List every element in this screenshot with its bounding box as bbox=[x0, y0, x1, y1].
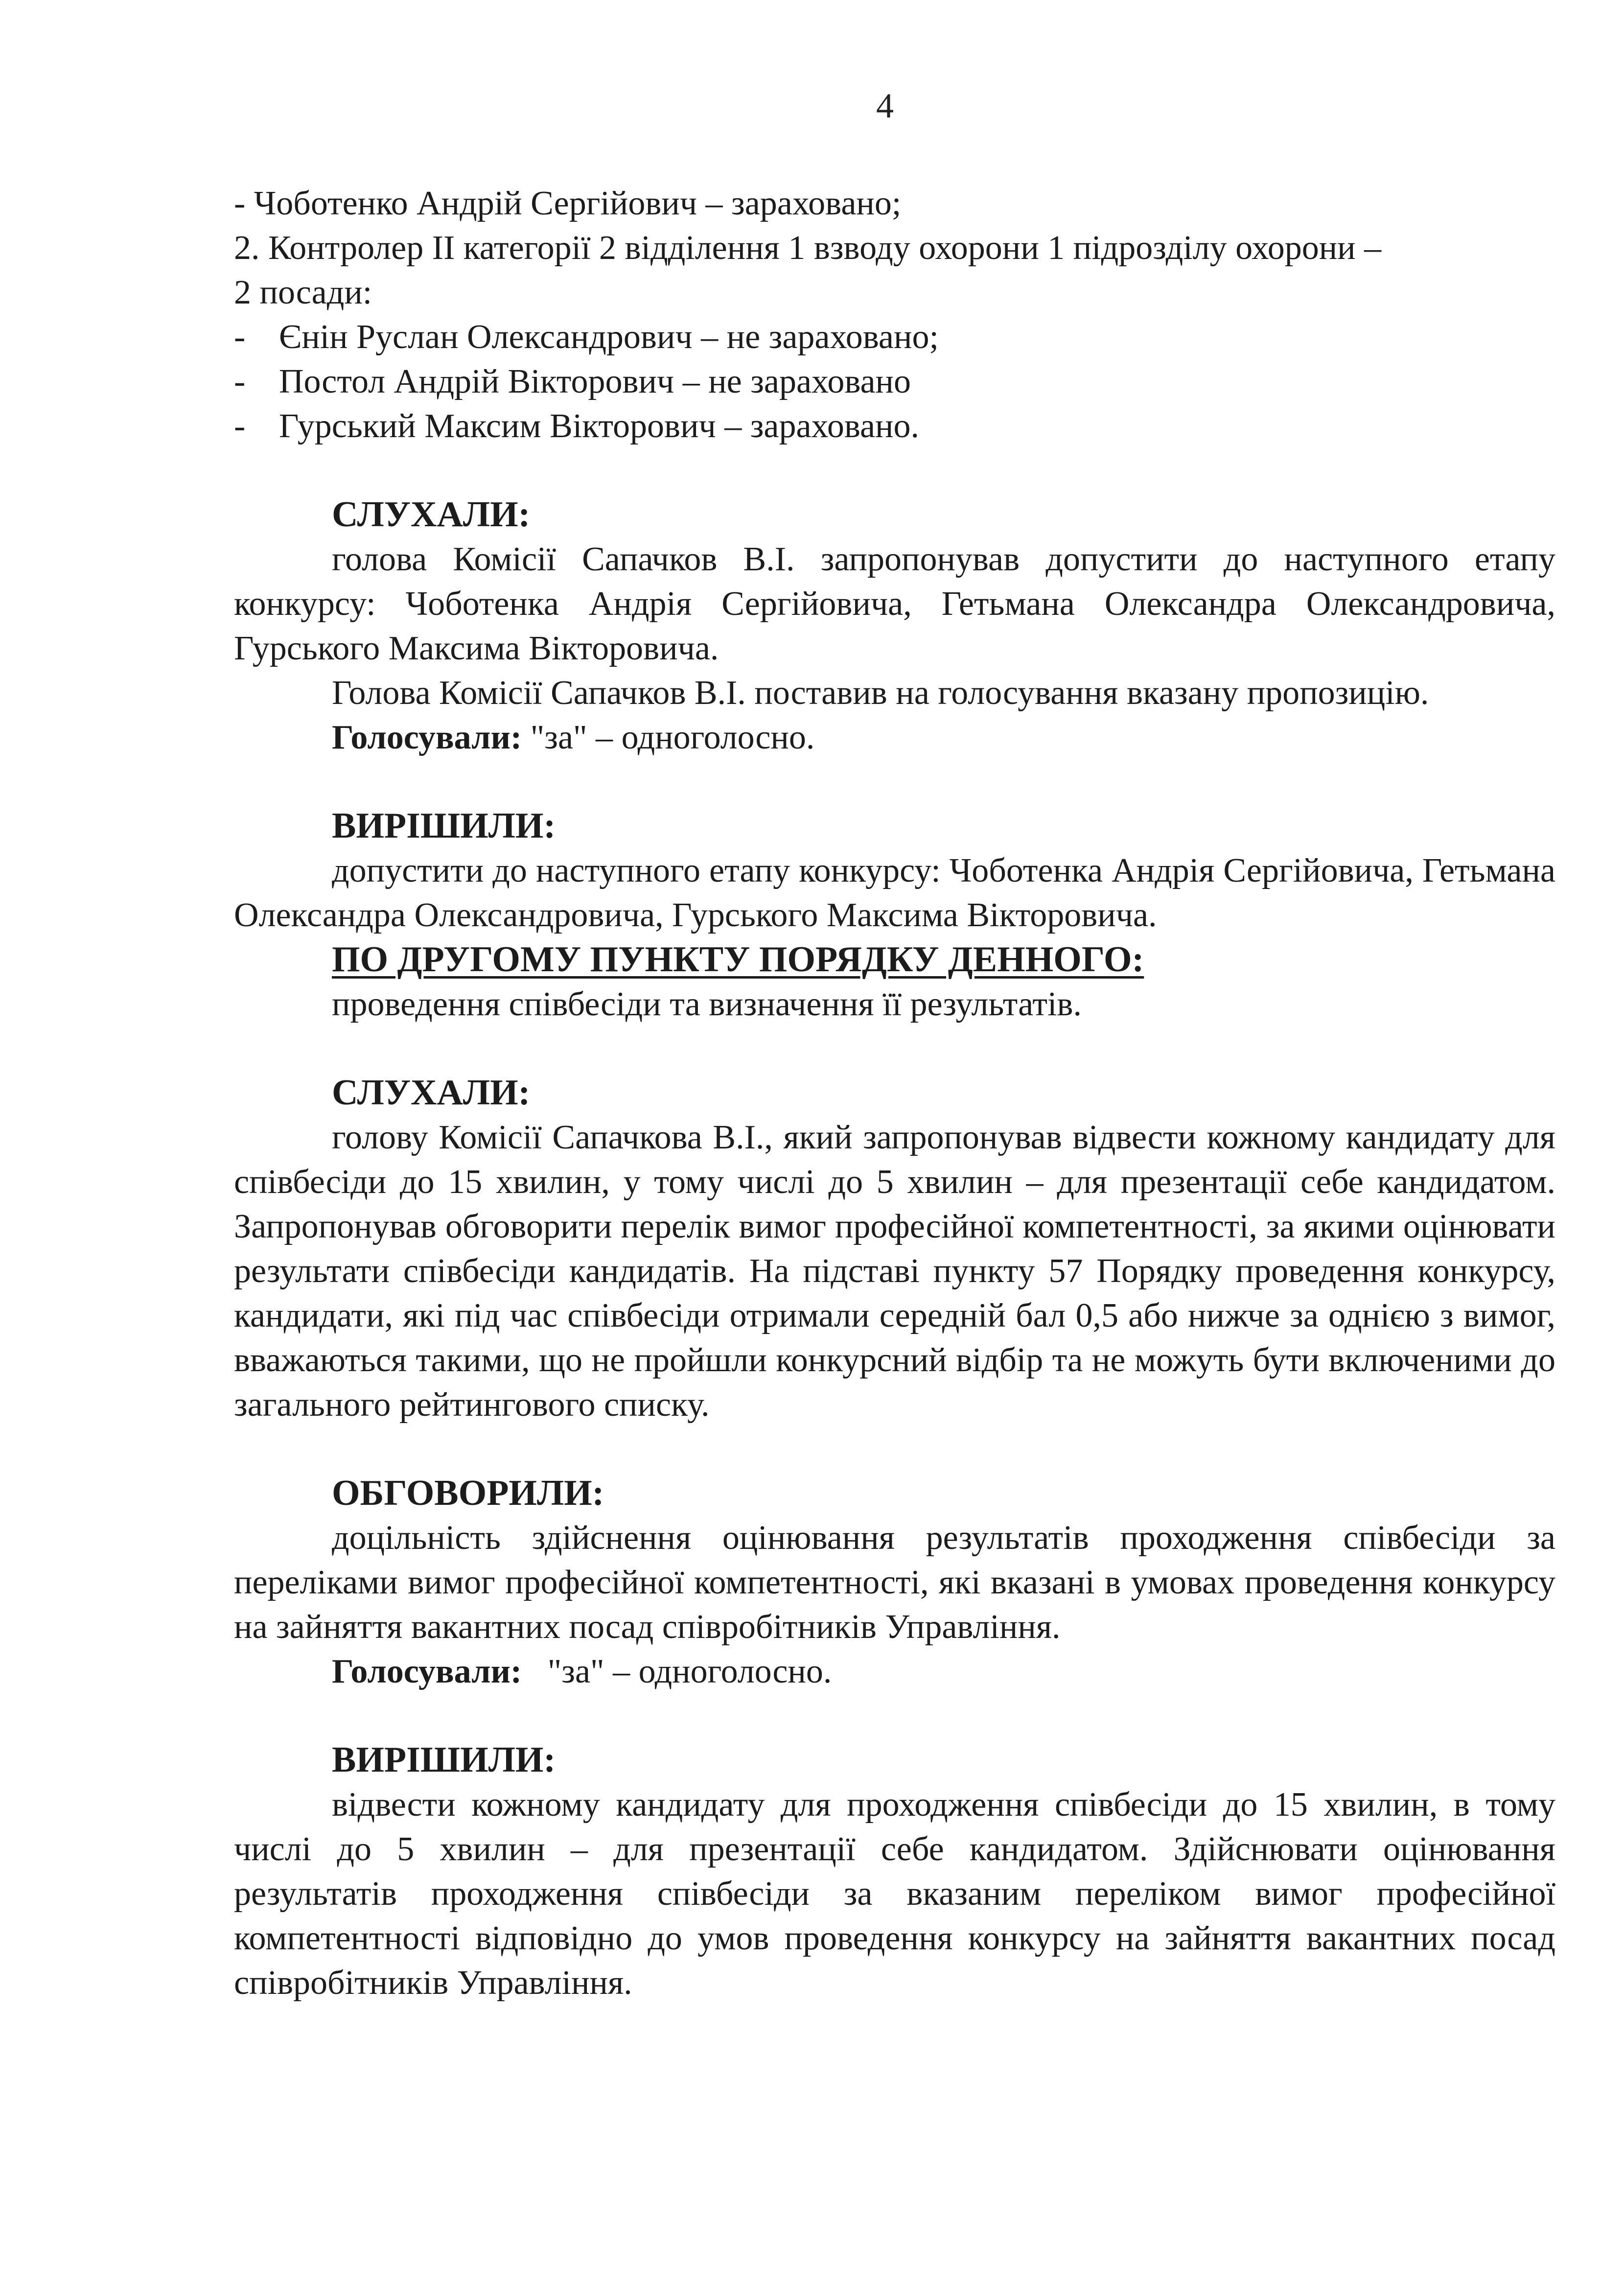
list-dash: - bbox=[234, 407, 246, 445]
voted-label: Голосували: bbox=[332, 719, 522, 756]
candidate-line-chobotenko: - Чоботенко Андрій Сергійович – зараховано; bbox=[234, 185, 902, 222]
heard-heading: СЛУХАЛИ: bbox=[332, 494, 531, 535]
voting-line bbox=[234, 1649, 1555, 1694]
candidate-item bbox=[234, 404, 1555, 448]
document-body bbox=[234, 181, 1555, 2005]
candidate-text: Гурський Максим Вікторович – зараховано. bbox=[279, 407, 920, 445]
list-dash: - bbox=[234, 363, 246, 400]
voting-line bbox=[234, 715, 1555, 760]
position-title-line: 2. Контролер ІІ категорії 2 відділення 1 взводу охорони 1 підрозділу охорони – bbox=[234, 229, 1382, 267]
candidate-text: Постол Андрій Вікторович – не зараховано bbox=[279, 363, 911, 400]
list-dash: - bbox=[234, 318, 246, 356]
heard-heading: СЛУХАЛИ: bbox=[332, 1073, 531, 1113]
agenda-item-text: проведення співбесіди та визначення її результатів. bbox=[332, 985, 1082, 1023]
candidate-item bbox=[234, 315, 1555, 359]
voted-result: "за" – одноголосно. bbox=[522, 719, 815, 756]
decided-heading: ВИРІШИЛИ: bbox=[332, 1740, 556, 1780]
discussed-heading: ОБГОВОРИЛИ: bbox=[332, 1473, 604, 1513]
candidate-item bbox=[234, 359, 1555, 404]
voted-result: "за" – одноголосно. bbox=[522, 1653, 832, 1690]
agenda-item-heading: ПО ДРУГОМУ ПУНКТУ ПОРЯДКУ ДЕННОГО: bbox=[332, 939, 1144, 980]
vote-proposal-paragraph: Голова Комісії Сапачков В.І. поставив на голосування вказану пропозицію. bbox=[332, 674, 1429, 712]
decided-heading: ВИРІШИЛИ: bbox=[332, 806, 556, 846]
decided-paragraph: відвести кожному кандидату для проходження співбесіди до 15 хвилин, в тому числі до 5 хвилин – для презентації себе кандидатом. Здійснювати оцінювання результатів проходження співбесіди за вказаним переліком вимог професійної компетентності відповідно до умов проведення конкурсу на зайняття вакантних посад співробітників Управління. bbox=[234, 1786, 1555, 2002]
discussed-paragraph: доцільність здійснення оцінювання результатів проходження співбесіди за переліками вимог професійної компетентності, які вказані в умовах проведення конкурсу на зайняття вакантних посад співробітників Управління. bbox=[234, 1519, 1555, 1646]
heard-paragraph: голову Комісії Сапачкова В.І., який запропонував відвести кожному кандидату для співбесіди до 15 хвилин, у тому числі до 5 хвилин – для презентації себе кандидатом. Запропонував обговорити перелік вимог професійної компетентності, за якими оцінювати результати співбесіди кандидатів. На підставі пункту 57 Порядку проведення конкурсу, кандидати, які під час співбесіди отримали середній бал 0,5 або нижче за однією з вимог, вважаються такими, що не пройшли конкурсний відбір та не можуть бути включеними до загального рейтингового списку. bbox=[234, 1119, 1555, 1424]
decided-paragraph: допустити до наступного етапу конкурсу: Чоботенка Андрія Сергійовича, Гетьмана Олександра Олександровича, Гурського Максима Вікторовича. bbox=[234, 852, 1555, 934]
candidate-text: Єнін Руслан Олександрович – не зараховано; bbox=[279, 318, 939, 356]
heard-paragraph: голова Комісії Сапачков В.І. запропонував допустити до наступного етапу конкурсу: Чоботенка Андрія Сергійовича, Гетьмана Олександра Олександровича, Гурського Максима Вікторовича. bbox=[234, 540, 1555, 667]
page-number: 4 bbox=[876, 86, 894, 125]
voted-label: Голосували: bbox=[332, 1653, 522, 1690]
position-count-line: 2 посади: bbox=[234, 274, 372, 311]
